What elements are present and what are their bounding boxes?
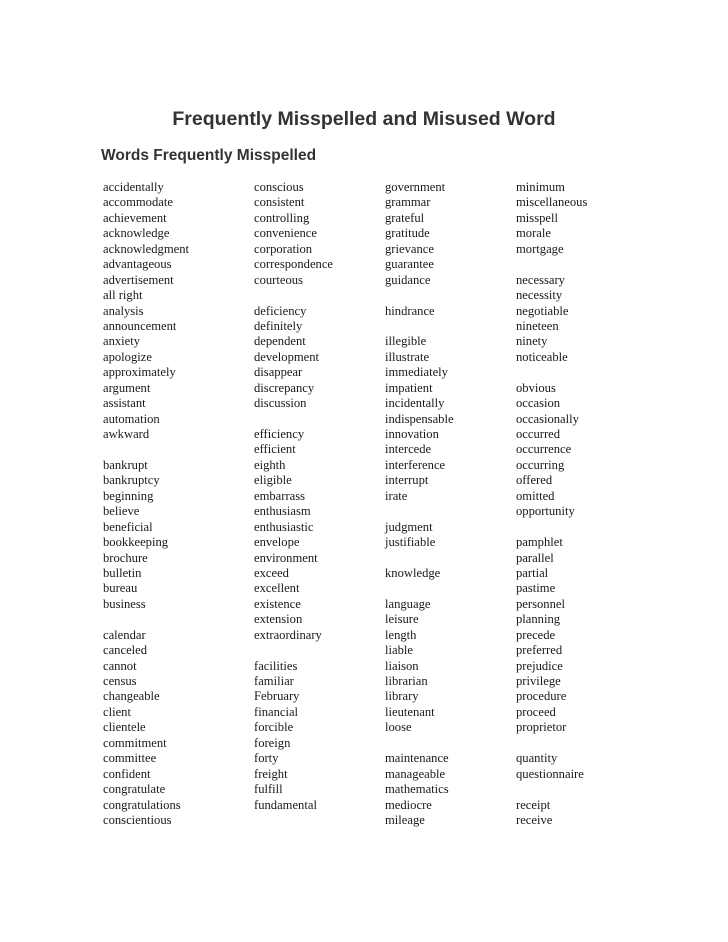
- word-item: deficiency: [254, 303, 307, 318]
- section-heading: Words Frequently Misspelled: [101, 147, 317, 164]
- word-item: disappear: [254, 365, 303, 380]
- column-gap: [254, 412, 382, 427]
- word-item: cannot: [103, 658, 137, 673]
- column-gap: [103, 442, 231, 457]
- word-item: offered: [516, 473, 553, 488]
- word-item: controlling: [254, 210, 310, 225]
- word-item: consistent: [254, 195, 305, 210]
- word-item: incidentally: [385, 396, 445, 411]
- word-item: courteous: [254, 272, 303, 287]
- word-item: awkward: [103, 427, 150, 441]
- word-item: automation: [103, 411, 160, 426]
- word-item: embarrass: [254, 488, 306, 503]
- column-gap: [254, 643, 382, 658]
- word-item: immediately: [385, 365, 448, 380]
- column-gap: [385, 551, 513, 566]
- word-item: grateful: [385, 210, 425, 225]
- word-item: manageable: [385, 766, 446, 781]
- word-column-4: [516, 180, 644, 828]
- word-item: pastime: [516, 581, 556, 596]
- word-item: noticeable: [516, 349, 568, 364]
- word-item: census: [103, 674, 137, 688]
- word-item: bankrupt: [103, 457, 148, 472]
- word-item: necessary: [516, 272, 565, 287]
- word-item: misspell: [516, 210, 558, 225]
- word-item: occasionally: [516, 411, 579, 426]
- word-column-1: [103, 180, 231, 828]
- word-item: assistant: [103, 396, 146, 411]
- word-item: leisure: [385, 612, 419, 627]
- word-item: parallel: [516, 550, 554, 565]
- word-item: preferred: [516, 643, 563, 658]
- word-item: corporation: [254, 241, 313, 256]
- word-item: anxiety: [103, 334, 141, 349]
- word-item: acknowledge: [103, 226, 170, 241]
- word-item: precede: [516, 627, 556, 642]
- word-item: convenience: [254, 226, 317, 241]
- word-item: accidentally: [103, 180, 164, 194]
- column-gap: [516, 736, 644, 751]
- word-item: beneficial: [103, 519, 153, 534]
- word-item: liaison: [385, 658, 419, 673]
- word-item: announcement: [103, 318, 177, 333]
- word-item: occurrence: [516, 442, 572, 457]
- word-item: personnel: [516, 596, 565, 611]
- word-item: forty: [254, 751, 279, 766]
- word-item: all right: [103, 288, 143, 303]
- word-column-2: [254, 180, 382, 813]
- column-gap: [516, 520, 644, 535]
- word-item: judgment: [385, 519, 433, 534]
- word-item: conscientious: [103, 812, 172, 827]
- word-item: occurred: [516, 427, 561, 441]
- word-item: morale: [516, 226, 551, 241]
- word-item: necessity: [516, 288, 563, 303]
- column-gap: [516, 365, 644, 380]
- word-item: dependent: [254, 334, 306, 349]
- word-item: gratitude: [385, 226, 430, 241]
- word-item: mileage: [385, 812, 425, 827]
- page-title: [0, 108, 728, 131]
- word-item: accommodate: [103, 195, 173, 210]
- word-item: advantageous: [103, 257, 172, 272]
- word-item: freight: [254, 766, 288, 781]
- word-item: mortgage: [516, 241, 564, 256]
- column-gap: [385, 319, 513, 334]
- word-item: bankruptcy: [103, 473, 160, 488]
- word-item: pamphlet: [516, 535, 563, 550]
- word-item: eighth: [254, 457, 286, 472]
- word-item: financial: [254, 704, 299, 719]
- word-item: discussion: [254, 396, 307, 411]
- word-item: advertisement: [103, 272, 174, 287]
- word-item: enthusiasm: [254, 504, 311, 519]
- word-item: grammar: [385, 195, 431, 210]
- word-item: committee: [103, 751, 157, 766]
- word-column-3: [385, 180, 513, 828]
- word-item: maintenance: [385, 751, 449, 766]
- word-item: library: [385, 689, 419, 704]
- word-item: guarantee: [385, 257, 434, 272]
- word-item: apologize: [103, 349, 152, 364]
- word-item: commitment: [103, 735, 167, 750]
- column-gap: [385, 504, 513, 519]
- word-item: omitted: [516, 488, 555, 503]
- word-item: approximately: [103, 365, 176, 380]
- word-item: congratulate: [103, 782, 166, 797]
- word-item: language: [385, 596, 431, 611]
- word-item: intercede: [385, 442, 432, 457]
- word-item: privilege: [516, 674, 561, 688]
- word-item: efficiency: [254, 427, 305, 441]
- word-item: congratulations: [103, 797, 181, 812]
- word-item: mediocre: [385, 797, 432, 812]
- word-item: liable: [385, 643, 413, 658]
- column-gap: [103, 612, 231, 627]
- word-item: proprietor: [516, 720, 567, 735]
- page-title-text: Frequently Misspelled and Misused Word: [172, 108, 556, 130]
- column-gap: [385, 581, 513, 596]
- word-item: length: [385, 627, 417, 642]
- word-item: opportunity: [516, 504, 575, 519]
- word-item: miscellaneous: [516, 195, 588, 210]
- word-item: obvious: [516, 380, 556, 395]
- word-item: calendar: [103, 627, 146, 642]
- word-item: conscious: [254, 180, 304, 194]
- word-item: canceled: [103, 643, 148, 658]
- word-item: correspondence: [254, 257, 334, 272]
- word-item: client: [103, 704, 131, 719]
- word-item: guidance: [385, 272, 431, 287]
- word-item: government: [385, 180, 446, 194]
- word-item: extension: [254, 612, 303, 627]
- word-item: occasion: [516, 396, 561, 411]
- word-item: nineteen: [516, 318, 559, 333]
- word-item: envelope: [254, 535, 300, 550]
- column-gap: [254, 288, 382, 303]
- word-item: fundamental: [254, 797, 317, 812]
- word-item: hindrance: [385, 303, 435, 318]
- word-item: grievance: [385, 241, 434, 256]
- word-item: discrepancy: [254, 380, 315, 395]
- word-item: quantity: [516, 751, 558, 766]
- word-item: beginning: [103, 488, 154, 503]
- word-item: proceed: [516, 704, 556, 719]
- word-item: innovation: [385, 427, 439, 441]
- word-item: partial: [516, 565, 549, 580]
- word-item: argument: [103, 380, 151, 395]
- word-item: fulfill: [254, 782, 283, 797]
- word-item: negotiable: [516, 303, 569, 318]
- column-gap: [385, 736, 513, 751]
- word-item: brochure: [103, 550, 148, 565]
- word-item: interference: [385, 457, 446, 472]
- word-item: irate: [385, 488, 408, 503]
- column-gap: [516, 257, 644, 272]
- word-item: bureau: [103, 581, 138, 596]
- word-item: business: [103, 596, 146, 611]
- word-item: bookkeeping: [103, 535, 169, 550]
- word-item: questionnaire: [516, 766, 584, 781]
- column-gap: [385, 288, 513, 303]
- word-item: clientele: [103, 720, 146, 735]
- word-item: believe: [103, 504, 140, 519]
- word-item: February: [254, 689, 300, 704]
- word-item: justifiable: [385, 535, 436, 550]
- word-item: definitely: [254, 318, 303, 333]
- word-item: eligible: [254, 473, 292, 488]
- word-item: analysis: [103, 303, 144, 318]
- word-item: foreign: [254, 735, 291, 750]
- word-item: prejudice: [516, 658, 563, 673]
- word-item: facilities: [254, 658, 298, 673]
- word-item: bulletin: [103, 565, 142, 580]
- word-item: confident: [103, 766, 151, 781]
- word-item: interrupt: [385, 473, 429, 488]
- word-item: receive: [516, 812, 553, 827]
- word-item: minimum: [516, 180, 565, 194]
- word-item: illegible: [385, 334, 427, 349]
- column-gap: [516, 782, 644, 797]
- word-item: procedure: [516, 689, 567, 704]
- word-item: librarian: [385, 674, 428, 688]
- word-item: lieutenant: [385, 704, 435, 719]
- word-item: efficient: [254, 442, 296, 457]
- word-item: illustrate: [385, 349, 430, 364]
- word-item: exceed: [254, 565, 289, 580]
- word-item: forcible: [254, 720, 294, 735]
- word-item: development: [254, 349, 320, 364]
- word-item: loose: [385, 720, 412, 735]
- word-item: mathematics: [385, 782, 449, 797]
- word-item: existence: [254, 596, 301, 611]
- word-item: environment: [254, 550, 318, 565]
- word-item: achievement: [103, 210, 167, 225]
- word-item: enthusiastic: [254, 519, 314, 534]
- word-item: receipt: [516, 797, 551, 812]
- word-item: ninety: [516, 334, 548, 349]
- word-item: familiar: [254, 674, 294, 688]
- word-item: planning: [516, 612, 561, 627]
- word-item: impatient: [385, 380, 433, 395]
- word-item: extraordinary: [254, 627, 322, 642]
- word-item: indispensable: [385, 411, 454, 426]
- word-item: occurring: [516, 457, 565, 472]
- word-item: acknowledgment: [103, 241, 190, 256]
- word-item: changeable: [103, 689, 160, 704]
- word-item: knowledge: [385, 565, 441, 580]
- word-item: excellent: [254, 581, 300, 596]
